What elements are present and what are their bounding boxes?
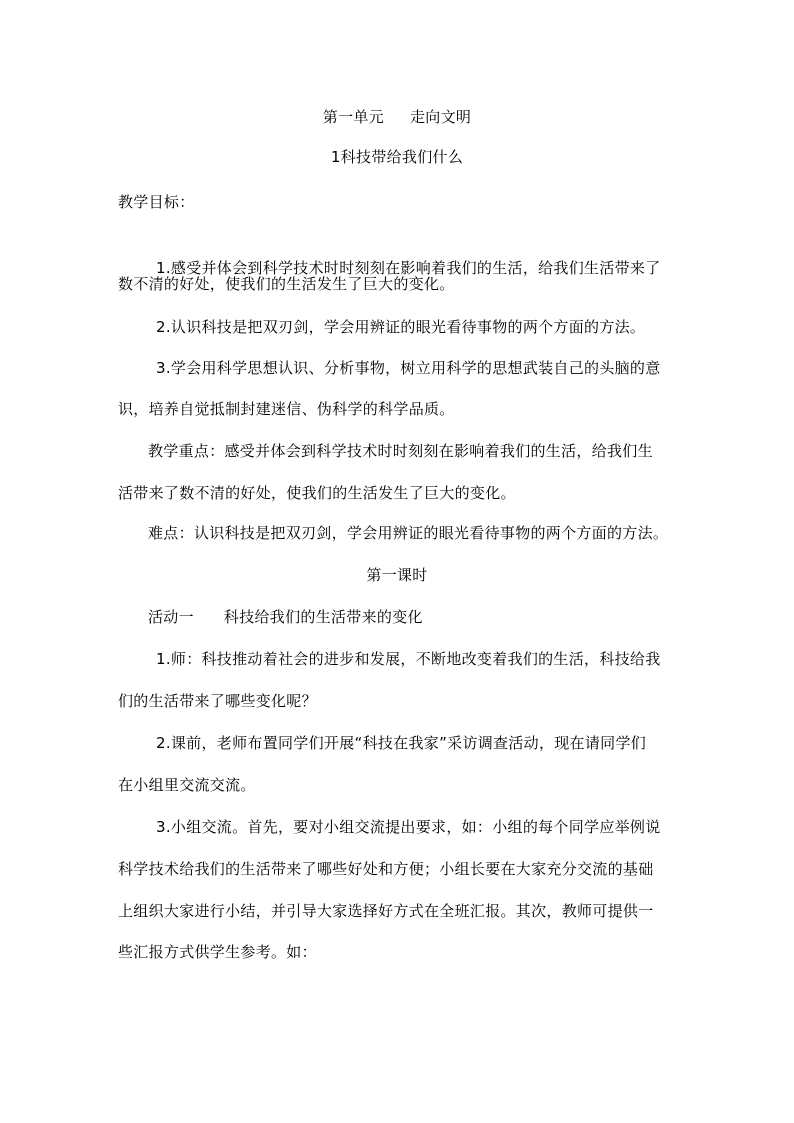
unit-heading [0,106,794,128]
key-point-line-2: 活带来了数不清的好处，使我们的生活发生了巨大的变化。 [118,484,516,502]
key-point-line-1: 教学重点：感受并体会到科学技术时时刻刻在影响着我们的生活，给我们生 [148,442,653,460]
activity-heading [148,606,423,628]
unit-subtitle: 走向文明 [410,108,472,126]
objective-1-line-2: 数不清的好处，使我们的生活发生了巨大的变化。 [118,275,455,293]
step-3-line-2: 科学技术给我们的生活带来了哪些好处和方便；小组长要在大家充分交流的基础 [118,860,654,878]
difficulty-line-1: 难点：认识科技是把双刃剑，学会用辨证的眼光看待事物的两个方面的方法。 [148,524,669,542]
step-2-line-1: 2.课前，老师布置同学们开展“科技在我家”采访调查活动，现在请同学们 [156,734,647,752]
step-3-line-4: 些汇报方式供学生参考。如： [118,943,317,961]
activity-title: 科技给我们的生活带来的变化 [223,608,423,626]
step-3-line-1: 3.小组交流。首先，要对小组交流提出要求，如：小组的每个同学应举例说 [156,818,661,836]
step-1-line-1: 1.师：科技推动着社会的进步和发展，不断地改变着我们的生活，科技给我 [156,650,661,668]
step-1-line-2: 们的生活带来了哪些变化呢？ [118,692,317,710]
step-3-line-3: 上组织大家进行小结，并引导大家选择好方式在全班汇报。其次，教师可提供一 [118,902,654,920]
objectives-heading: 教学目标： [118,193,195,211]
unit-title: 第一单元 [322,108,384,126]
period-title: 第一课时 [366,566,428,584]
objective-3-line-1: 3.学会用科学思想认识、分析事物，树立用科学的思想武装自己的头脑的意 [156,359,661,377]
step-2-line-2: 在小组里交流交流。 [118,776,256,794]
objective-2-line-1: 2.认识科技是把双刃剑，学会用辨证的眼光看待事物的两个方面的方法。 [156,318,646,336]
objective-1-line-1: 1.感受并体会到科学技术时时刻刻在影响着我们的生活，给我们生活带来了 [156,259,661,277]
activity-label: 活动一 [148,608,194,626]
objective-3-line-2: 识，培养自觉抵制封建迷信、伪科学的科学品质。 [118,400,455,418]
lesson-title: 1科技带给我们什么 [330,148,464,166]
